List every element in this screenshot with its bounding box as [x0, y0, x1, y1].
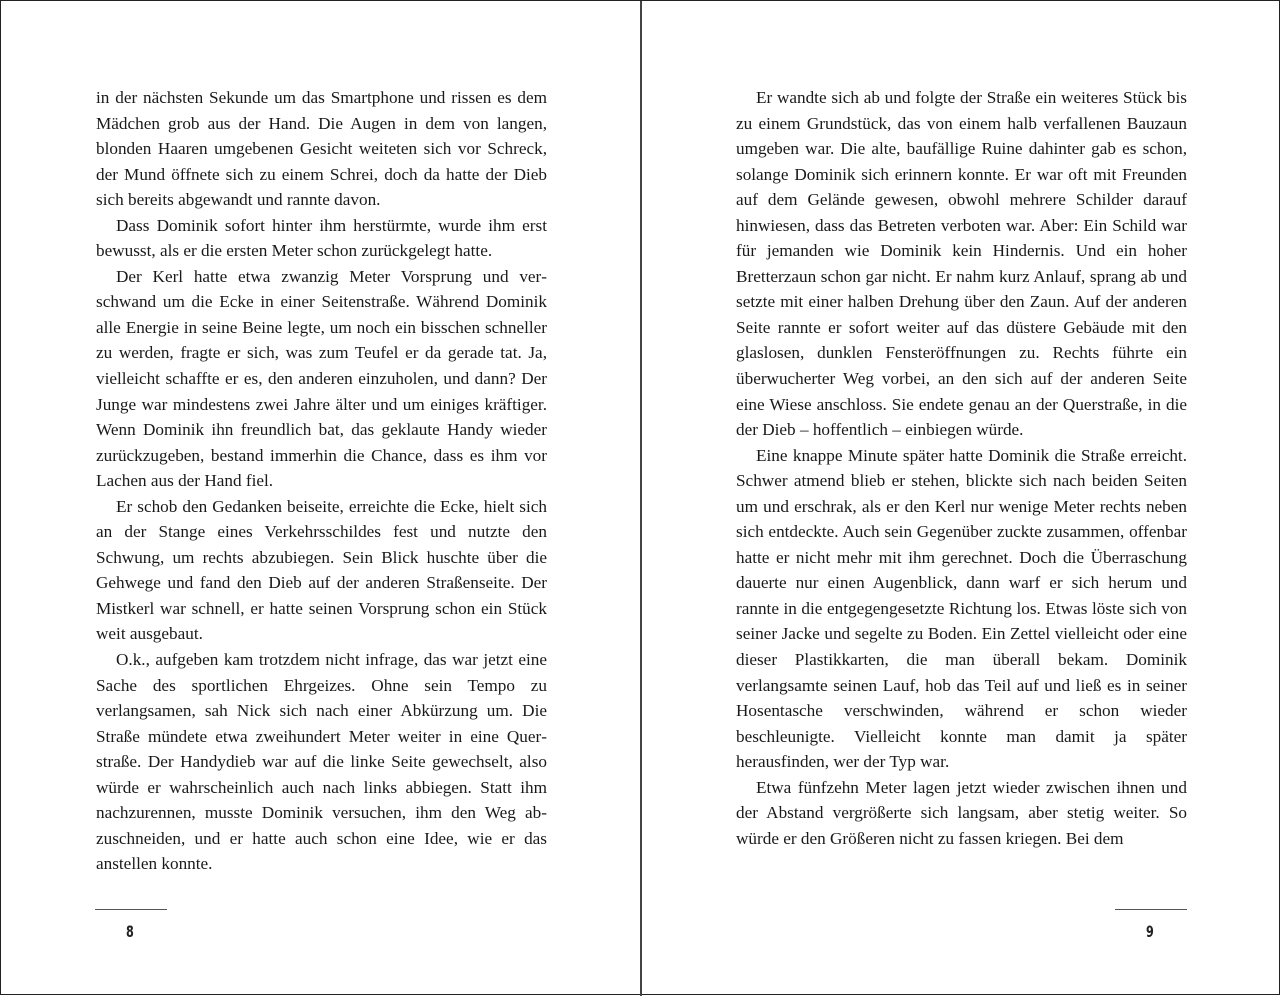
page-gutter — [640, 1, 642, 996]
right-page — [736, 85, 1187, 851]
right-page-text — [736, 85, 1187, 851]
folio-rule — [95, 909, 167, 910]
paragraph: Eine knappe Minute später hatte Dominik die Straße erreicht. Schwer atmend blieb er stehen, blickte sich nach beiden Seiten um und erschrak, als er den Kerl nur wenige Meter rechts neben sich entdeckte. Auch sein Gegenüber zuckte zusammen, offenbar hatte er nicht mehr mit ihm gerechnet. Doch die Überraschung dauerte nur einen Augenblick, dann warf er sich herum und rannte in die entgegengesetzte Richtung los. Etwas löste sich von seiner Jacke und segelte zu Boden. Ein Zettel vielleicht oder eine dieser Plastikkarten, die man überall bekam. Dominik verlangsamte seinen Lauf, hob das Teil auf und ließ es in seiner Hosentasche verschwinden, während er schon wieder beschleunigte. Vielleicht konnte man damit ja später herausfinden, wer der Typ war. — [736, 445, 1187, 772]
paragraph: Der Kerl hatte etwa zwanzig Meter Vorsprung und verschwand um die Ecke in einer Seitenstraße. Während Dominik alle Energie in seine Beine legte, um noch ein bisschen schneller zu werden, fragte er sich, was zum Teufel er da gerade tat. Ja, vielleicht schaffte er es, den anderen einzuholen, und dann? Der Junge war mindestens zwei Jahre älter und um einiges kräftiger. Wenn Dominik ihn freundlich bat, das geklaute Handy wieder zurückzugeben, bestand immerhin die Chance, dass es ihm vor Lachen aus der Hand fiel. — [96, 266, 547, 491]
paragraph: in der nächsten Sekunde um das Smartphone und rissen es dem Mädchen grob aus der Hand. Die Augen in dem von langen, blonden Haaren umgebenen Gesicht weiteten sich vor Schreck, der Mund öffnete sich zu einem Schrei, doch da hatte der Dieb sich bereits abgewandt und rannte davon. — [96, 88, 547, 210]
page-number: 9 — [1146, 922, 1154, 941]
paragraph: Dass Dominik sofort hinter ihm herstürmte, wurde ihm erst bewusst, als er die ersten Meter schon zurückgelegt hatte. — [96, 215, 547, 261]
right-folio — [1115, 909, 1187, 941]
paragraph: Etwa fünfzehn Meter lagen jetzt wieder zwischen ihnen und der Abstand vergrößerte sich langsam, aber stetig weiter. So würde er den Größeren nicht zu fassen kriegen. Bei dem — [736, 777, 1187, 848]
paragraph: O.k., aufgeben kam trotzdem nicht infrage, das war jetzt eine Sache des sportlichen Ehrgeizes. Ohne sein Tempo zu verlangsamen, sah Nick sich nach einer Abkürzung um. Die Straße mündete etwa zweihundert Meter weiter in eine Querstraße. Der Handydieb war auf die linke Seite gewechselt, also würde er wahrscheinlich auch nach links abbiegen. Statt ihm nachzurennen, musste Dominik versuchen, ihm den Weg abzuschneiden, und er hatte auch schon eine Idee, wie er das anstellen konnte. — [96, 650, 547, 874]
paragraph: Er wandte sich ab und folgte der Straße ein weiteres Stück bis zu einem Grundstück, das von einem halb verfallenen Bauzaun umgeben war. Die alte, baufällige Ruine dahinter gab es schon, solange Dominik sich erinnern konnte. Er war oft mit Freunden auf dem Gelände gewesen, obwohl mehrere Schilder darauf hinwiesen, dass das Betreten verboten war. Aber: Ein Schild war für jemanden wie Dominik kein Hindernis. Und ein hoher Bretterzaun schon gar nicht. Er nahm kurz Anlauf, sprang ab und setzte mit einer halben Drehung über den Zaun. Auf der anderen Seite rannte er sofort weiter auf das düstere Gebäude mit den glaslosen, dunklen Fensteröffnungen zu. Rechts führte ein überwucherter Weg vorbei, an den sich auf der anderen Seite eine Wiese anschloss. Sie endete genau an der Querstraße, in die der Dieb – hoffentlich – einbiegen würde. — [736, 88, 1187, 440]
left-page-text — [96, 85, 547, 877]
page-number: 8 — [126, 922, 134, 941]
left-folio — [95, 909, 167, 941]
folio-rule — [1115, 909, 1187, 910]
paragraph: Er schob den Gedanken beiseite, erreichte die Ecke, hielt sich an der Stange eines Verkehrsschildes fest und nutzte den Schwung, um rechts abzubiegen. Sein Blick huschte über die Gehwege und fand den Dieb auf der anderen Straßenseite. Der Mistkerl war schnell, er hatte seinen Vorsprung schon ein Stück weit ausgebaut. — [96, 496, 547, 644]
left-page — [96, 85, 547, 877]
